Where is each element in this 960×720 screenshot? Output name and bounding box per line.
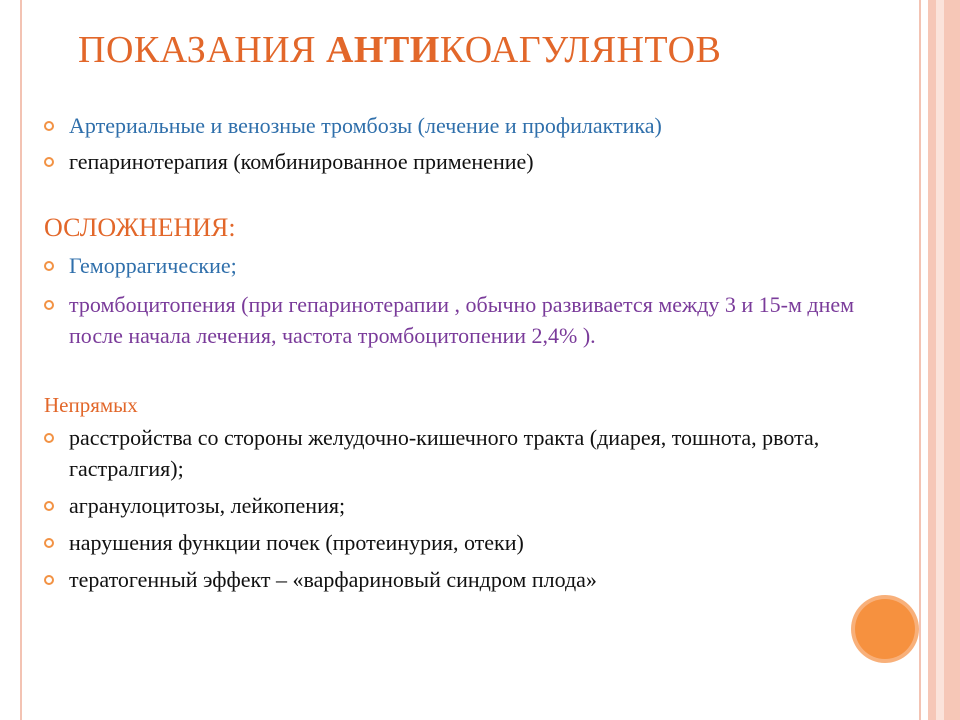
right-stripe-3	[944, 0, 960, 720]
circle-bullet-icon	[44, 538, 54, 548]
indirect-text: расстройства со стороны желудочно-кишечного тракта (диарея, тошнота, рвота, гастралгия);	[69, 425, 820, 481]
indirect-item	[44, 564, 904, 595]
complication-text: тромбоцитопения (при гепаринотерапии , обычно развивается между 3 и 15-м днем после начала лечения, частота тромбоцитопении 2,4% ).	[69, 292, 855, 348]
indirect-text: нарушения функции почек (протеинурия, отеки)	[69, 530, 524, 555]
circle-bullet-icon	[44, 575, 54, 585]
circle-bullet-icon	[44, 121, 54, 131]
slide-title	[78, 28, 721, 72]
complication-item	[44, 250, 904, 281]
circle-bullet-icon	[44, 261, 54, 271]
circle-bullet-icon	[44, 433, 54, 443]
indication-item	[44, 146, 904, 177]
indirect-item	[44, 490, 904, 521]
right-stripe-2	[936, 0, 944, 720]
indication-text: Артериальные и венозные тромбозы (лечение и профилактика)	[69, 113, 662, 138]
circle-bullet-icon	[44, 501, 54, 511]
indirect-text: тератогенный эффект – «варфариновый синдром плода»	[69, 567, 597, 592]
complication-item	[44, 289, 889, 351]
orange-circle-icon	[855, 599, 915, 659]
title-part2: КОАГУЛЯНТОВ	[439, 29, 722, 71]
complications-heading: ОСЛОЖНЕНИЯ:	[44, 213, 236, 242]
indication-item	[44, 110, 904, 141]
right-frame-line	[919, 0, 921, 720]
title-part1: ПОКАЗАНИЯ	[78, 29, 326, 71]
indirect-text: агранулоцитозы, лейкопения;	[69, 493, 346, 518]
left-frame-line	[20, 0, 22, 720]
indirect-heading: Непрямых	[44, 393, 138, 417]
circle-bullet-icon	[44, 300, 54, 310]
right-stripe-1	[928, 0, 936, 720]
indication-text: гепаринотерапия (комбинированное применение)	[69, 149, 534, 174]
circle-bullet-icon	[44, 157, 54, 167]
slide-content	[44, 110, 904, 595]
title-bold: АНТИ	[325, 29, 440, 71]
indirect-item	[44, 422, 904, 484]
complication-text: Геморрагические;	[69, 253, 237, 278]
indirect-item	[44, 527, 904, 558]
